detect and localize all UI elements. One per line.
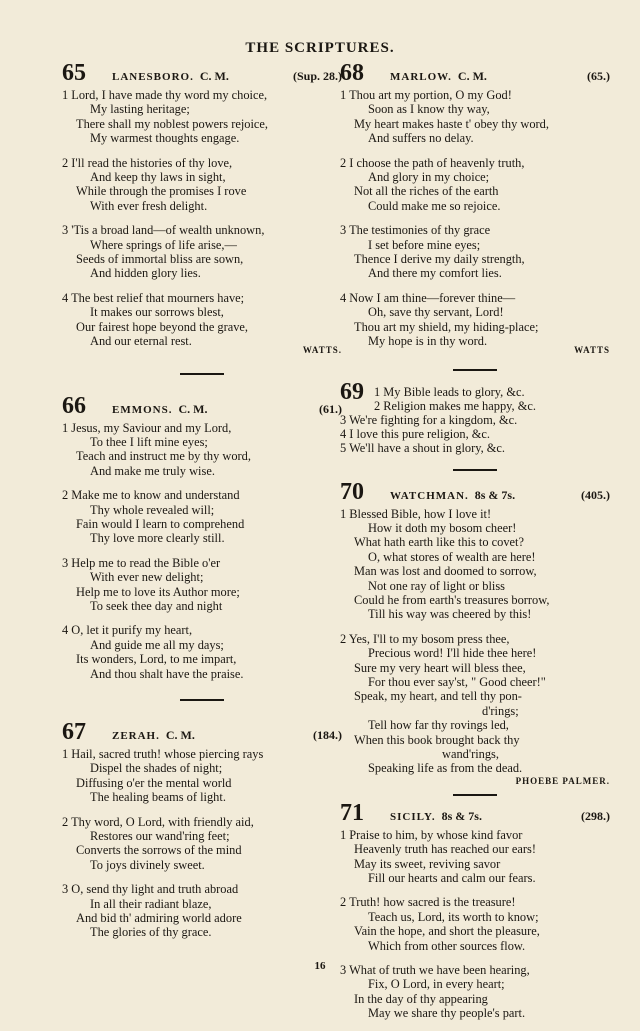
hymn-heading [340, 479, 610, 505]
verse-line: And glory in my choice; [368, 170, 490, 185]
verse-line: 3 We're fighting for a kingdom, &c. [340, 412, 518, 427]
verse-line: Till his way was cheered by this! [368, 607, 532, 622]
meter: 8s & 7s. [441, 808, 482, 823]
verse-line: Its wonders, Lord, to me impart, [76, 652, 237, 667]
verse-line: O, what stores of wealth are here! [368, 549, 536, 564]
tune-name: MARLOW. [390, 71, 452, 83]
verse-line: And hidden glory lies. [90, 266, 201, 281]
hymn-number: 66 [62, 392, 86, 419]
verse-line: 1 Blessed Bible, how I love it! [340, 506, 492, 521]
verse-line: Thy love more clearly still. [90, 531, 225, 546]
verse-line: 1 My Bible leads to glory, &c. [374, 384, 525, 399]
hymn-heading [62, 393, 342, 419]
verse-line: And guide me all my days; [90, 637, 224, 652]
verse-line: How it doth my bosom cheer! [368, 520, 517, 535]
meter: 8s & 7s. [474, 487, 516, 502]
verse-line: 1 Hail, sacred truth! whose piercing rays [62, 747, 264, 761]
verse-line: I set before mine eyes; [368, 237, 481, 252]
verse-line: Soon as I know thy way, [368, 102, 490, 117]
verse-line: Heavenly truth has reached our ears! [354, 842, 536, 857]
verse-line: 1 Praise to him, by whose kind favor [340, 827, 523, 842]
verse-line: May its sweet, reviving savor [354, 856, 501, 871]
verse-line: 2 I'll read the histories of thy love, [62, 155, 233, 170]
verse-line: Thou art my shield, my hiding-place; [354, 319, 539, 334]
verse-line: Could he from earth's treasures borrow, [354, 592, 550, 607]
divider-rule [453, 369, 497, 371]
hymn-number: 70 [340, 478, 364, 505]
verse-line: Dispel the shades of night; [90, 761, 223, 776]
reference: (298.) [581, 808, 610, 823]
hymn-69 [340, 379, 610, 455]
left-column [62, 60, 342, 950]
verse-line: And our eternal rest. [90, 334, 192, 349]
verse-line: 2 Truth! how sacred is the treasure! [340, 895, 516, 910]
verse [62, 815, 342, 873]
verse-line: Not all the riches of the earth [354, 184, 499, 199]
verse-line: In the day of thy appearing [354, 991, 488, 1006]
meter: C. M. [457, 69, 487, 83]
tune-name: SICILY. [390, 810, 436, 823]
meter: C. M. [165, 728, 195, 742]
verse-line: My lasting heritage; [90, 102, 190, 117]
verse [62, 88, 342, 146]
verse-line: 2 Yes, I'll to my bosom press thee, [340, 631, 510, 646]
verse-line: With ever new delight; [90, 570, 204, 585]
verse-line: Diffusing o'er the mental world [76, 775, 232, 790]
hymn-number: 67 [62, 719, 86, 745]
verse-line: There shall my noblest powers rejoice, [76, 116, 268, 131]
verse-line: Precious word! I'll hide thee here! [368, 646, 537, 661]
verse-line: What hath earth like this to covet? [354, 535, 524, 550]
tune-name: LANESBORO. [112, 71, 194, 83]
verse [62, 747, 342, 805]
verse-line: When this book brought back thy [354, 732, 520, 747]
verse-line: To joys divinely sweet. [90, 857, 205, 872]
hymn-heading [62, 60, 342, 86]
verse-line: 3 'Tis a broad land—of wealth unknown, [62, 223, 265, 238]
hymn-number: 65 [62, 60, 86, 86]
verse-line: 2 Religion makes me happy, &c. [374, 398, 536, 413]
verse-line: d'rings; [482, 703, 519, 718]
verse [340, 88, 610, 146]
verse-line: 4 O, let it purify my heart, [62, 623, 193, 638]
hymn-number: 69 [340, 378, 364, 405]
verse-line: Could make me so rejoice. [368, 198, 501, 213]
page-number: 16 [314, 960, 326, 972]
verse [62, 556, 342, 614]
verse-line: To seek thee day and night [90, 598, 223, 613]
verse [340, 223, 610, 281]
verse-line: Sure my very heart will bless thee, [354, 660, 526, 675]
verse-line: Man was lost and doomed to sorrow, [354, 564, 537, 579]
verse-line: Speak, my heart, and tell thy pon- [354, 689, 522, 704]
verse-line: For thou ever say'st, " Good cheer!" [368, 674, 546, 689]
verse [62, 156, 342, 214]
verse-line: To thee I lift mine eyes; [90, 434, 208, 449]
divider-rule [180, 373, 224, 375]
verse-line: 1 Lord, I have made thy word my choice, [62, 88, 268, 102]
verse [340, 632, 610, 776]
hymn-68 [340, 60, 610, 355]
verse-line: 2 Thy word, O Lord, with friendly aid, [62, 814, 254, 829]
author-credit: WATTS [574, 344, 610, 355]
hymn-71 [340, 800, 610, 1021]
verse-line: My heart makes haste t' obey thy word, [354, 116, 549, 131]
divider-rule [453, 794, 497, 796]
verse-line: My hope is in thy word. [368, 334, 488, 349]
verse-line: 4 Now I am thine—forever thine— [340, 290, 516, 305]
verse-line: Oh, save thy servant, Lord! [368, 305, 504, 320]
hymn-heading [340, 800, 610, 826]
author-credit: PHOEBE PALMER. [515, 775, 610, 786]
verse-line: And thou shalt have the praise. [90, 666, 244, 681]
verse-line: 1 Thou art my portion, O my God! [340, 88, 512, 102]
verse-line: Teach and instruct me by thy word, [76, 449, 251, 464]
verse-line: Seeds of immortal bliss are sown, [76, 252, 244, 267]
hymn-number: 71 [340, 799, 364, 826]
verse-line: 3 The testimonies of thy grace [340, 223, 491, 238]
reference: (61.) [319, 401, 342, 416]
verse-line: wand'rings, [442, 747, 499, 761]
verse-line: The glories of thy grace. [90, 925, 212, 940]
right-column [340, 60, 610, 1031]
verse-line: Speaking life as from the dead. [368, 761, 523, 776]
divider-rule [453, 469, 497, 471]
verse-line: In all their radiant blaze, [90, 896, 212, 911]
divider-rule [180, 699, 224, 701]
verse [340, 895, 610, 953]
reference: (184.) [313, 728, 342, 742]
verse [340, 291, 610, 349]
verse-line: Which from other sources flow. [368, 938, 526, 953]
verse-line: With ever fresh delight. [90, 198, 208, 213]
verse-line: The healing beams of light. [90, 790, 226, 805]
verse-line: 3 Help me to read the Bible o'er [62, 555, 221, 570]
verse-line: 4 The best relief that mourners have; [62, 290, 245, 305]
verse-line: Vain the hope, and short the pleasure, [354, 924, 540, 939]
verse-line: Our fairest hope beyond the grave, [76, 319, 249, 334]
verse [62, 882, 342, 940]
verse-line: And bid th' admiring world adore [76, 911, 242, 926]
verse-line: Converts the sorrows of the mind [76, 843, 242, 858]
verse [62, 488, 342, 546]
verse-line: Help me to love its Author more; [76, 584, 240, 599]
hymn-heading [340, 60, 610, 86]
verse [62, 421, 342, 479]
verse [62, 291, 342, 349]
verse [340, 156, 610, 214]
verse [340, 507, 610, 622]
verse-line: 2 Make me to know and understand [62, 488, 240, 503]
verse-line: Thy whole revealed will; [90, 502, 215, 517]
verse-line: May we share thy people's part. [368, 1006, 526, 1021]
verse-line: 2 I choose the path of heavenly truth, [340, 155, 525, 170]
page-header: THE SCRIPTURES. [245, 40, 395, 56]
verse-line: Tell how far thy rovings led, [368, 718, 509, 733]
verse-line: 3 What of truth we have been hearing, [340, 963, 530, 978]
hymn-67 [62, 719, 342, 940]
verse-line: 1 Jesus, my Saviour and my Lord, [62, 420, 232, 435]
verse-line: It makes our sorrows blest, [90, 305, 224, 320]
verse-line: Thence I derive my daily strength, [354, 252, 525, 267]
verse-line: And make me truly wise. [90, 463, 215, 478]
verse [340, 828, 610, 886]
verse-line: Teach us, Lord, its worth to know; [368, 909, 539, 924]
verse-line: Not one ray of light or bliss [368, 578, 505, 593]
hymn-66 [62, 393, 342, 682]
hymn-70 [340, 479, 610, 786]
verse-line: And suffers no delay. [368, 131, 474, 146]
verse-line: My warmest thoughts engage. [90, 131, 240, 146]
tune-name: EMMONS. [112, 403, 173, 416]
reference: (405.) [581, 487, 610, 502]
verse-line: And there my comfort lies. [368, 266, 502, 281]
verse-line: Where springs of life arise,— [90, 237, 237, 252]
meter: C. M. [199, 69, 229, 83]
verse-line: And keep thy laws in sight, [90, 170, 226, 185]
verse-line: 5 We'll have a shout in glory, &c. [340, 440, 506, 455]
verse-line: Fix, O Lord, in every heart; [368, 977, 505, 992]
tune-name: ZERAH. [112, 730, 160, 742]
verse-line: 3 O, send thy light and truth abroad [62, 882, 239, 897]
verse [62, 223, 342, 281]
verse-line: Fain would I learn to comprehend [76, 516, 245, 531]
meter: C. M. [178, 401, 208, 416]
hymn-heading [62, 719, 342, 745]
hymn-65 [62, 60, 342, 355]
hymn-number: 68 [340, 60, 364, 86]
verse [62, 623, 342, 681]
tune-name: WATCHMAN. [390, 489, 469, 502]
reference: (Sup. 28.) [292, 69, 342, 83]
verse-line: Fill our hearts and calm our fears. [368, 871, 536, 886]
verse-line: Restores our wand'ring feet; [90, 829, 230, 844]
reference: (65.) [587, 69, 610, 83]
verse-line: While through the promises I rove [76, 184, 247, 199]
verse-line: 4 I love this pure religion, &c. [340, 426, 491, 441]
author-credit: WATTS. [302, 344, 342, 355]
